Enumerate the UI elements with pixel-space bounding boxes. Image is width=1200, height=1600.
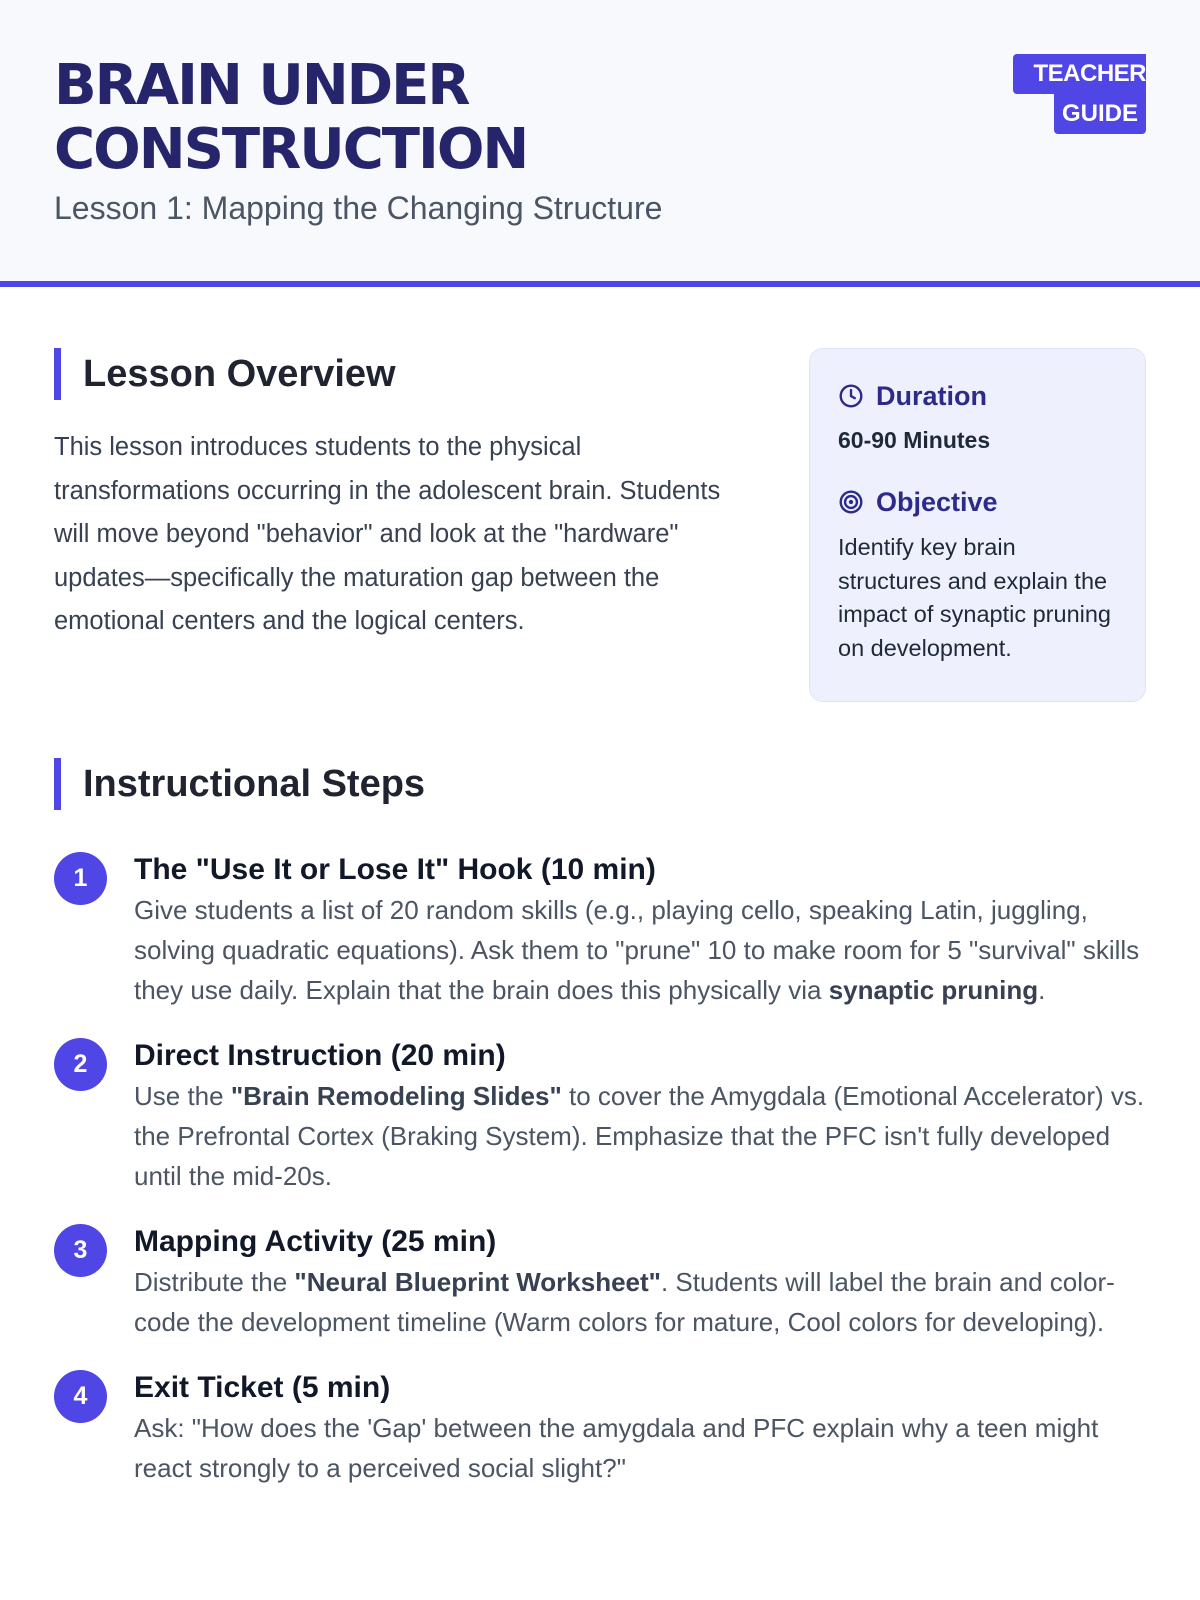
- step-emphasis: "Neural Blueprint Worksheet": [294, 1267, 661, 1297]
- objective-header: [838, 485, 1117, 519]
- page-title: BRAIN UNDER CONSTRUCTION: [54, 53, 528, 182]
- step-item: [54, 1368, 1154, 1488]
- step-number-badge: 2: [54, 1038, 107, 1091]
- step-description: Use the "Brain Remodeling Slides" to cover the Amygdala (Emotional Accelerator) vs. the Prefrontal Cortex (Braking System). Emphasize that the PFC isn't fully developed until the mid-20s.: [134, 1081, 1145, 1191]
- duration-label: Duration: [876, 381, 987, 411]
- step-description: Distribute the "Neural Blueprint Worksheet". Students will label the brain and color-code the development timeline (Warm colors for mature, Cool colors for developing).: [134, 1267, 1115, 1337]
- teacher-guide-badge: [1016, 54, 1146, 134]
- step-item: [54, 1222, 1154, 1342]
- steps-heading: Instructional Steps: [54, 758, 425, 810]
- duration-header: [838, 379, 1117, 413]
- page-subtitle: Lesson 1: Mapping the Changing Structure: [54, 190, 663, 226]
- badge-line-1: TEACHER: [1013, 54, 1146, 94]
- badge-line-2: GUIDE: [1054, 94, 1146, 134]
- steps-list: [54, 850, 1154, 1514]
- objective-label: Objective: [876, 487, 998, 517]
- step-item: [54, 1036, 1154, 1196]
- overview-text: This lesson introduces students to the physical transformations occurring in the adolescent brain. Students will move beyond "behavior" and look at the "hardware" updates—specifically the maturation gap between the emotional centers and the logical centers.: [54, 433, 721, 635]
- clock-icon: [838, 383, 864, 409]
- duration-value: 60-90 Minutes: [838, 427, 991, 453]
- step-number-badge: 1: [54, 852, 107, 905]
- step-number-badge: 4: [54, 1370, 107, 1423]
- step-description: Give students a list of 20 random skills (e.g., playing cello, speaking Latin, juggling, solving quadratic equations). Ask them to "prune" 10 to make room for 5 "survival" skills they use daily. Explain that the brain does this physically via synaptic pruning.: [134, 895, 1140, 1005]
- step-item: [54, 850, 1154, 1010]
- objective-text: Identify key brain structures and explain the impact of synaptic pruning on development.: [838, 534, 1112, 661]
- step-title: Direct Instruction (20 min): [134, 1039, 506, 1072]
- step-title: Mapping Activity (25 min): [134, 1225, 497, 1258]
- overview-heading: Lesson Overview: [54, 348, 396, 400]
- step-emphasis: synaptic pruning: [828, 975, 1039, 1005]
- lesson-info-card: [809, 348, 1146, 702]
- step-title: The "Use It or Lose It" Hook (10 min): [134, 853, 656, 886]
- step-emphasis: "Brain Remodeling Slides": [230, 1081, 562, 1111]
- step-number-badge: 3: [54, 1224, 107, 1277]
- step-description: Ask: "How does the 'Gap' between the amygdala and PFC explain why a teen might react strongly to a perceived social slight?": [134, 1413, 1099, 1483]
- step-title: Exit Ticket (5 min): [134, 1371, 391, 1404]
- target-icon: [838, 489, 864, 515]
- page-header: [0, 0, 1200, 287]
